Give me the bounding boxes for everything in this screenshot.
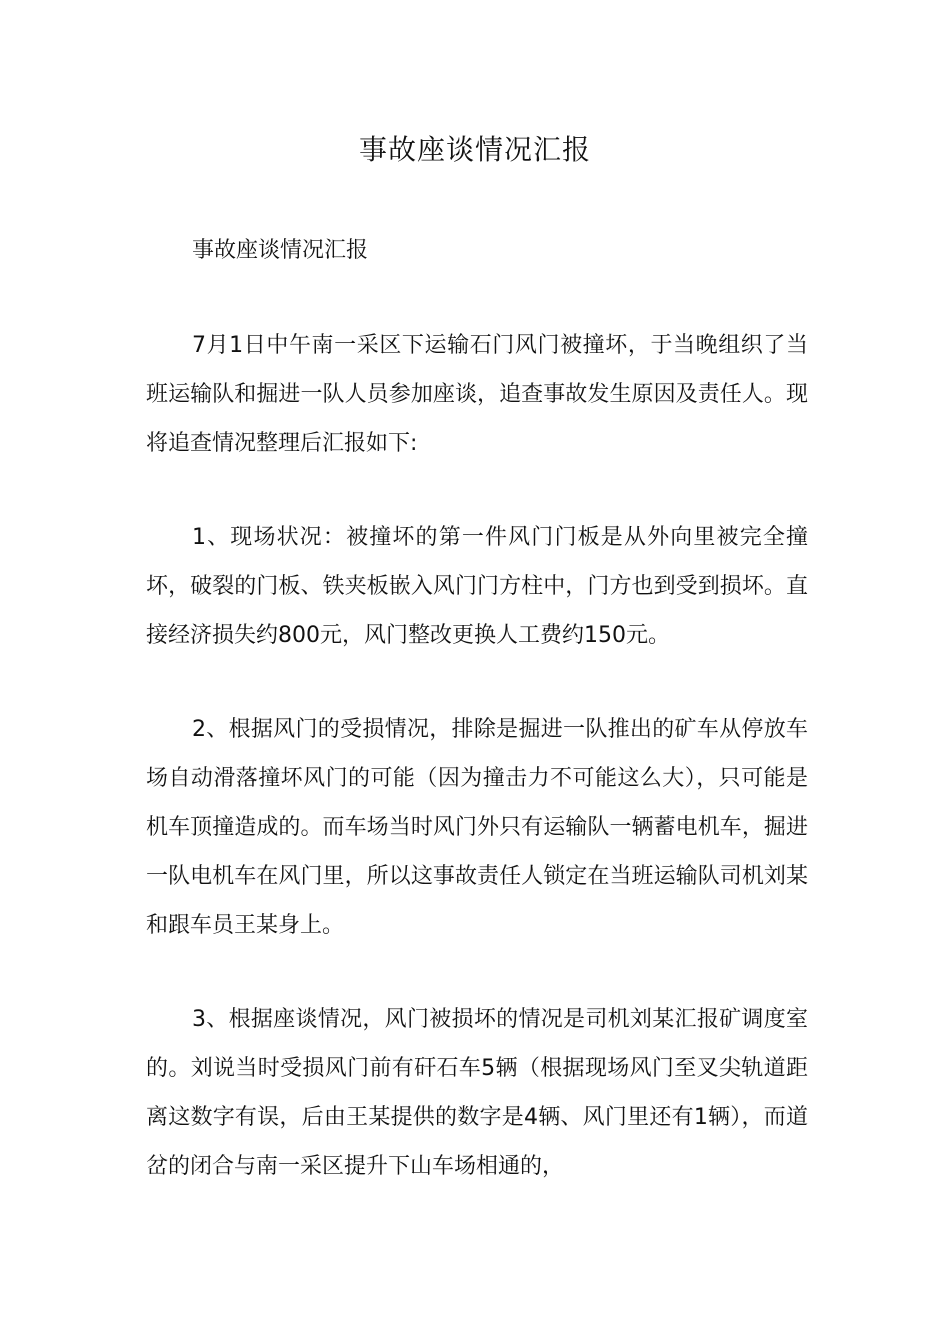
paragraph-site-condition: 1、现场状况：被撞坏的第一件风门门板是从外向里被完全撞坏，破裂的门板、铁夹板嵌入风门门方柱中，门方也到受到损坏。直接经济损失约800元，风门整改更换人工费约150元。 [146,525,808,648]
document-subtitle: 事故座谈情况汇报 [192,238,369,263]
paragraph-damage-analysis: 2、根据风门的受损情况，排除是掘进一队推出的矿车从停放车场自动滑落撞坏风门的可能（因为撞击力不可能这么大），只可能是机车顶撞造成的。而车场当时风门外只有运输队一辆蓄电机车，掘进一队电机车在风门里，所以这事故责任人锁定在当班运输队司机刘某和跟车员王某身上。 [146,717,808,938]
document-body [146,226,808,1236]
paragraph-meeting-findings: 3、根据座谈情况，风门被损坏的情况是司机刘某汇报矿调度室的。刘说当时受损风门前有矸石车5辆（根据现场风门至叉尖轨道距离这数字有误，后由王某提供的数字是4辆、风门里还有1辆），而道岔的闭合与南一采区提升下山车场相通的， [146,1007,808,1179]
document-title: 事故座谈情况汇报 [358,133,591,166]
paragraph-intro: 7月1日中午南一采区下运输石门风门被撞坏，于当晚组织了当班运输队和掘进一队人员参加座谈，追查事故发生原因及责任人。现将追查情况整理后汇报如下: [146,333,808,456]
